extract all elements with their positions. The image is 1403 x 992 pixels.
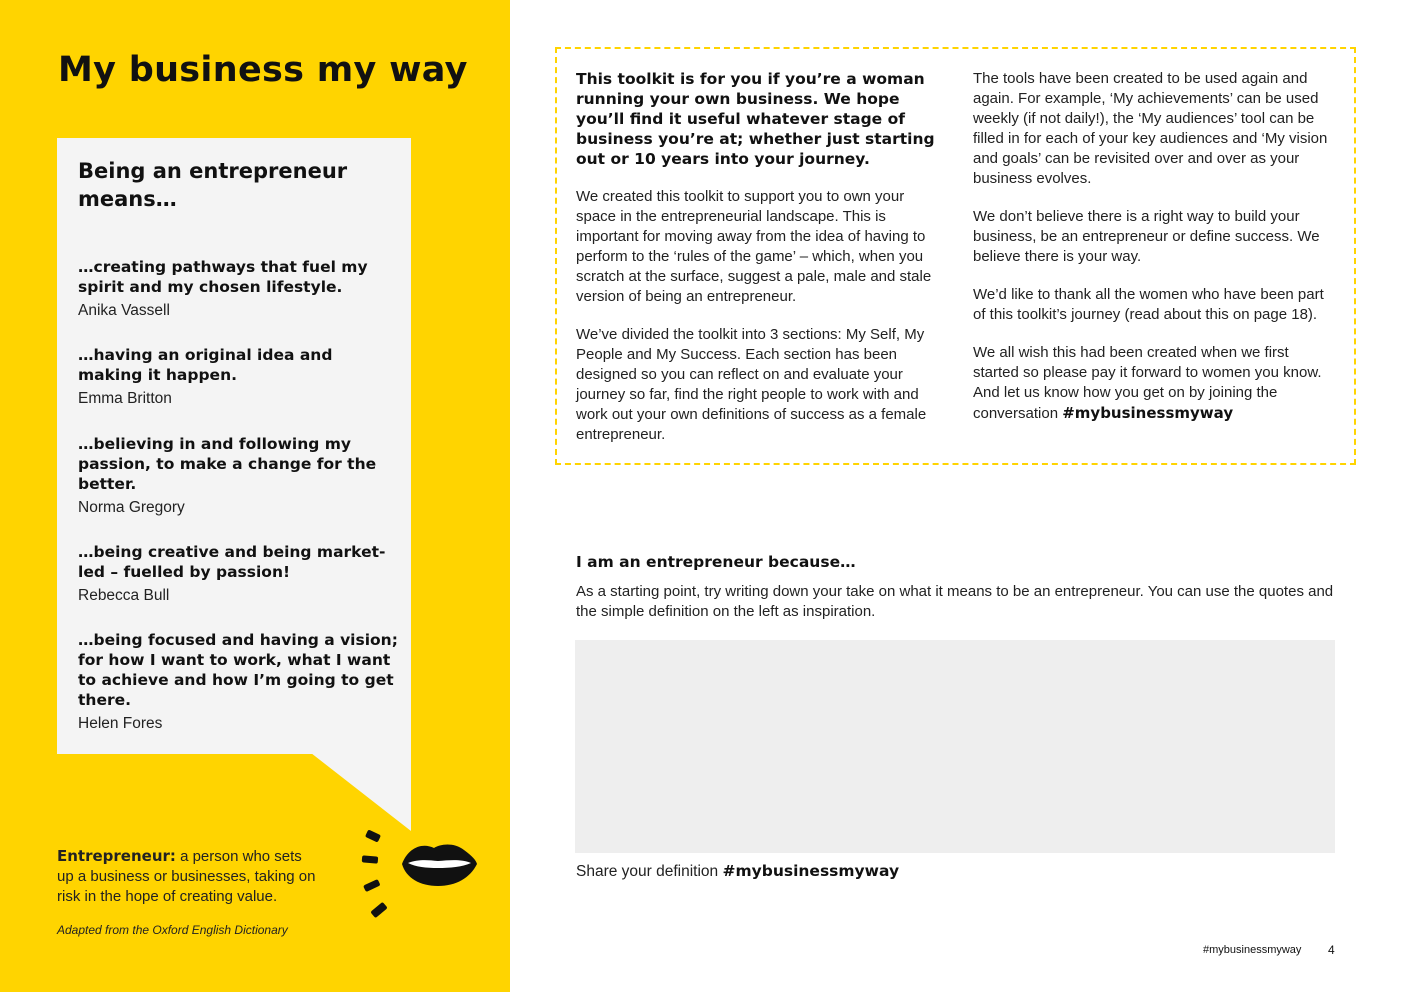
quote-text: …having an original idea and making it happen. xyxy=(78,346,333,384)
share-text: Share your definition xyxy=(576,863,723,880)
quote-text: …believing in and following my passion, to make a change for the better. xyxy=(78,435,377,493)
quote-item xyxy=(78,345,398,409)
intro-column-left xyxy=(576,69,938,463)
quote-item xyxy=(78,630,398,734)
speech-bubble-tail xyxy=(57,753,411,833)
closing-text: We all wish this had been created when we first started so please pay it forward to women you know. And let us know how you get on by joining the conversation xyxy=(973,344,1322,422)
intro-paragraph: We don’t believe there is a right way to build your business, be an entrepreneur or define success. We believe there is your way. xyxy=(973,208,1320,265)
answer-text-area[interactable] xyxy=(575,640,1335,853)
definition-term: Entrepreneur: xyxy=(57,847,176,865)
intro-paragraph: We’d like to thank all the women who have been part of this toolkit’s journey (read about this on page 18). xyxy=(973,286,1324,323)
quote-item xyxy=(78,434,398,518)
quote-author: Rebecca Bull xyxy=(78,587,170,604)
intro-hashtag: #mybusinessmyway xyxy=(1062,404,1234,422)
intro-paragraph: We created this toolkit to support you to own your space in the entrepreneurial landscape. This is important for moving away from the idea of having to perform to the ‘rules of the game’ – which, when you scratch at the surface, suggest a pale, male and stale version of being an entrepreneur. xyxy=(576,188,932,305)
exercise-heading: I am an entrepreneur because… xyxy=(576,553,856,571)
entrepreneur-definition xyxy=(57,846,317,907)
page-number: 4 xyxy=(1328,943,1335,957)
quote-author: Norma Gregory xyxy=(78,499,185,516)
definition-source: Adapted from the Oxford English Dictionary xyxy=(57,923,288,937)
lips-icon xyxy=(358,826,480,922)
intro-lead: This toolkit is for you if you’re a woman running your own business. We hope you’ll find it useful whatever stage of business you’re at; whether just starting out or 10 years into your journey. xyxy=(576,70,935,168)
card-heading: Being an entrepreneur means… xyxy=(78,159,348,211)
share-line xyxy=(576,862,899,881)
quote-item xyxy=(78,542,398,606)
share-hashtag: #mybusinessmyway xyxy=(722,862,900,880)
intro-paragraph-closing xyxy=(973,343,1337,424)
footer-hashtag: #mybusinessmyway xyxy=(1203,944,1302,956)
exercise-instructions: As a starting point, try writing down your take on what it means to be an entrepreneur. You can use the quotes and the simple definition on the left as inspiration. xyxy=(576,583,1334,620)
quote-author: Anika Vassell xyxy=(78,302,170,319)
intro-paragraph: We’ve divided the toolkit into 3 sections: My Self, My People and My Success. Each section has been designed so you can reflect on and evaluate your journey so far, find the right people to work with and work out your own definitions of success as a female entrepreneur. xyxy=(576,326,927,443)
definition-text: a person who sets up a business or businesses, taking on risk in the hope of creating value. xyxy=(57,848,316,905)
quote-text: …being focused and having a vision; for how I want to work, what I want to achieve and how I’m going to get there. xyxy=(78,631,398,709)
quote-text: …being creative and being market-led – fuelled by passion! xyxy=(78,543,386,581)
page-title: My business my way xyxy=(58,50,468,90)
quote-item xyxy=(78,257,398,321)
intro-paragraph: The tools have been created to be used again and again. For example, ‘My achievements’ can be used weekly (if not daily!), the ‘My audiences’ tool can be filled in for each of your key audiences and ‘My vision and goals’ can be revisited over and over as your business evolves. xyxy=(973,70,1328,187)
quote-author: Emma Britton xyxy=(78,390,172,407)
quote-author: Helen Fores xyxy=(78,715,163,732)
quote-text: …creating pathways that fuel my spirit and my chosen lifestyle. xyxy=(78,258,368,296)
intro-column-right xyxy=(973,69,1337,442)
